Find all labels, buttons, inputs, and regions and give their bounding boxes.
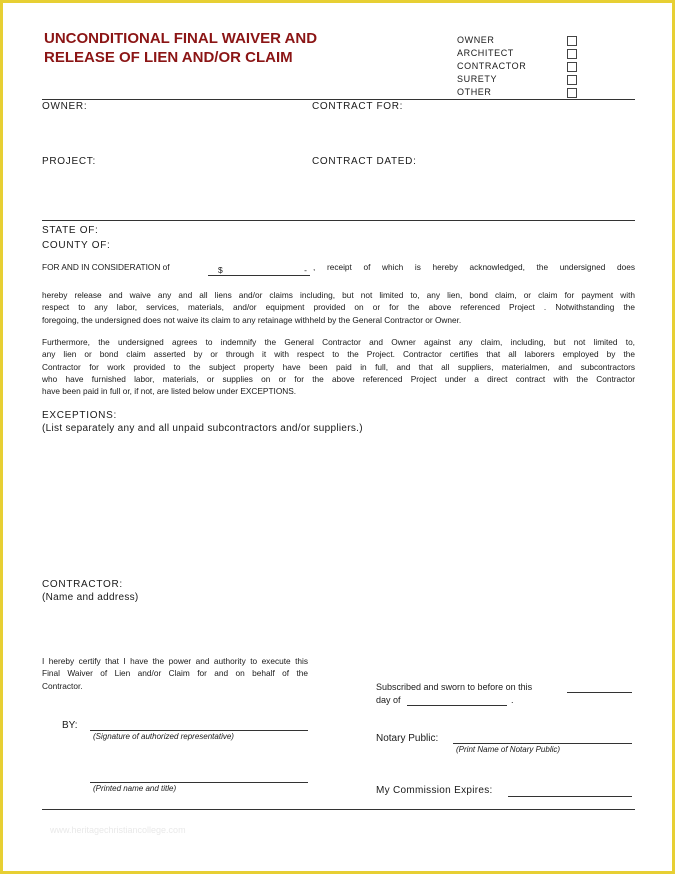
printed-name-line[interactable]: [90, 782, 308, 783]
exceptions-instruction: (List separately any and all unpaid subcontractors and/or suppliers.): [42, 423, 363, 434]
notary-name-caption: (Print Name of Notary Public): [456, 745, 561, 754]
currency-symbol: $: [218, 265, 223, 275]
indemnify-line-4: who have furnished labor, materials, or supplies on or for the above referenced Project under a direct contract with the Contractor: [42, 373, 635, 384]
checkbox-surety[interactable]: [457, 74, 587, 87]
checkbox-label-surety: SURETY: [457, 74, 498, 84]
owner-field-label[interactable]: OWNER:: [42, 101, 88, 112]
contract-dated-field-label[interactable]: CONTRACT DATED:: [312, 156, 417, 167]
waiver-line-3: foregoing, the undersigned does not waive its claim to any retainage withheld by the General Contractor or Owner.: [42, 314, 462, 325]
indemnify-line-2: any lien or bond claim asserted by or through it with respect to the Project. Contractor certifies that all laborers employed by the: [42, 349, 635, 360]
waiver-line-1: hereby release and waive any and all liens and/or claims including, but not limited to, any lien, bond claim, or claim for payment with: [42, 290, 635, 300]
consideration-tail-text: , receipt of which is hereby acknowledged, the undersigned does: [313, 262, 635, 272]
checkbox-box[interactable]: [567, 75, 577, 85]
checkbox-label-owner: OWNER: [457, 35, 495, 45]
checkbox-owner[interactable]: [457, 35, 587, 48]
indemnify-paragraph: [42, 336, 635, 397]
waiver-line-2: respect to any labor, services, materials, and/or equipment provided on or for the above referenced Project . Notwithstanding the: [42, 302, 635, 313]
day-of-line[interactable]: [407, 705, 507, 706]
checkbox-box[interactable]: [567, 88, 577, 98]
certify-line-3: Contractor.: [42, 680, 83, 691]
checkbox-architect[interactable]: [457, 48, 587, 61]
contractor-instruction: (Name and address): [42, 592, 139, 603]
checkbox-label-architect: ARCHITECT: [457, 48, 514, 58]
indemnify-line-1: Furthermore, the undersigned agrees to indemnify the General Contractor and Owner against any claim, including, but not limited to,: [42, 337, 635, 347]
printed-name-caption: (Printed name and title): [93, 784, 177, 793]
day-of-period: .: [511, 695, 514, 705]
signature-caption: (Signature of authorized representative): [93, 732, 234, 741]
exceptions-heading: EXCEPTIONS:: [42, 410, 117, 421]
notary-name-line[interactable]: [453, 743, 632, 744]
subscribed-text: Subscribed and sworn to before on this: [376, 682, 533, 692]
day-of-text: day of: [376, 695, 401, 705]
certify-line-2: Final Waiver of Lien and/or Claim for and on behalf of the: [42, 668, 308, 679]
checkbox-label-contractor: CONTRACTOR: [457, 61, 527, 71]
amount-input[interactable]: [208, 265, 310, 276]
state-field-label[interactable]: STATE OF:: [42, 225, 99, 236]
project-field-label[interactable]: PROJECT:: [42, 156, 96, 167]
commission-line[interactable]: [508, 796, 632, 797]
title-line-1: UNCONDITIONAL FINAL WAIVER AND: [44, 30, 318, 47]
checkbox-label-other: OTHER: [457, 87, 492, 97]
contract-for-field-label[interactable]: CONTRACT FOR:: [312, 101, 404, 112]
watermark-text: www.heritagechristiancollege.com: [50, 825, 186, 835]
subscribed-date-line[interactable]: [567, 692, 632, 693]
checkbox-box[interactable]: [567, 49, 577, 59]
checkbox-box[interactable]: [567, 62, 577, 72]
by-label: BY:: [62, 720, 78, 731]
signature-line[interactable]: [90, 730, 308, 731]
checkbox-box[interactable]: [567, 36, 577, 46]
notary-public-label: Notary Public:: [376, 733, 439, 744]
divider-top: [42, 99, 635, 100]
contractor-heading[interactable]: CONTRACTOR:: [42, 579, 123, 590]
county-field-label[interactable]: COUNTY OF:: [42, 240, 111, 251]
indemnify-line-5: have been paid in full or, if not, are listed below under EXCEPTIONS.: [42, 386, 297, 397]
indemnify-line-3: Contractor for work provided to the subject property have been paid in full, and that all suppliers, materialmen, and subcontractors: [42, 361, 635, 372]
divider-bottom: [42, 809, 635, 810]
checkbox-contractor[interactable]: [457, 61, 587, 74]
waiver-paragraph: [42, 289, 635, 326]
amount-value: -: [304, 265, 307, 275]
consideration-lead-text: FOR AND IN CONSIDERATION of: [42, 262, 170, 272]
certify-line-1: I hereby certify that I have the power and authority to execute this: [42, 656, 308, 666]
commission-expires-label: My Commission Expires:: [376, 785, 493, 796]
divider-middle: [42, 220, 635, 221]
certify-paragraph: [42, 655, 308, 692]
document-title: [44, 29, 364, 67]
title-line-2: RELEASE OF LIEN AND/OR CLAIM: [44, 49, 293, 66]
